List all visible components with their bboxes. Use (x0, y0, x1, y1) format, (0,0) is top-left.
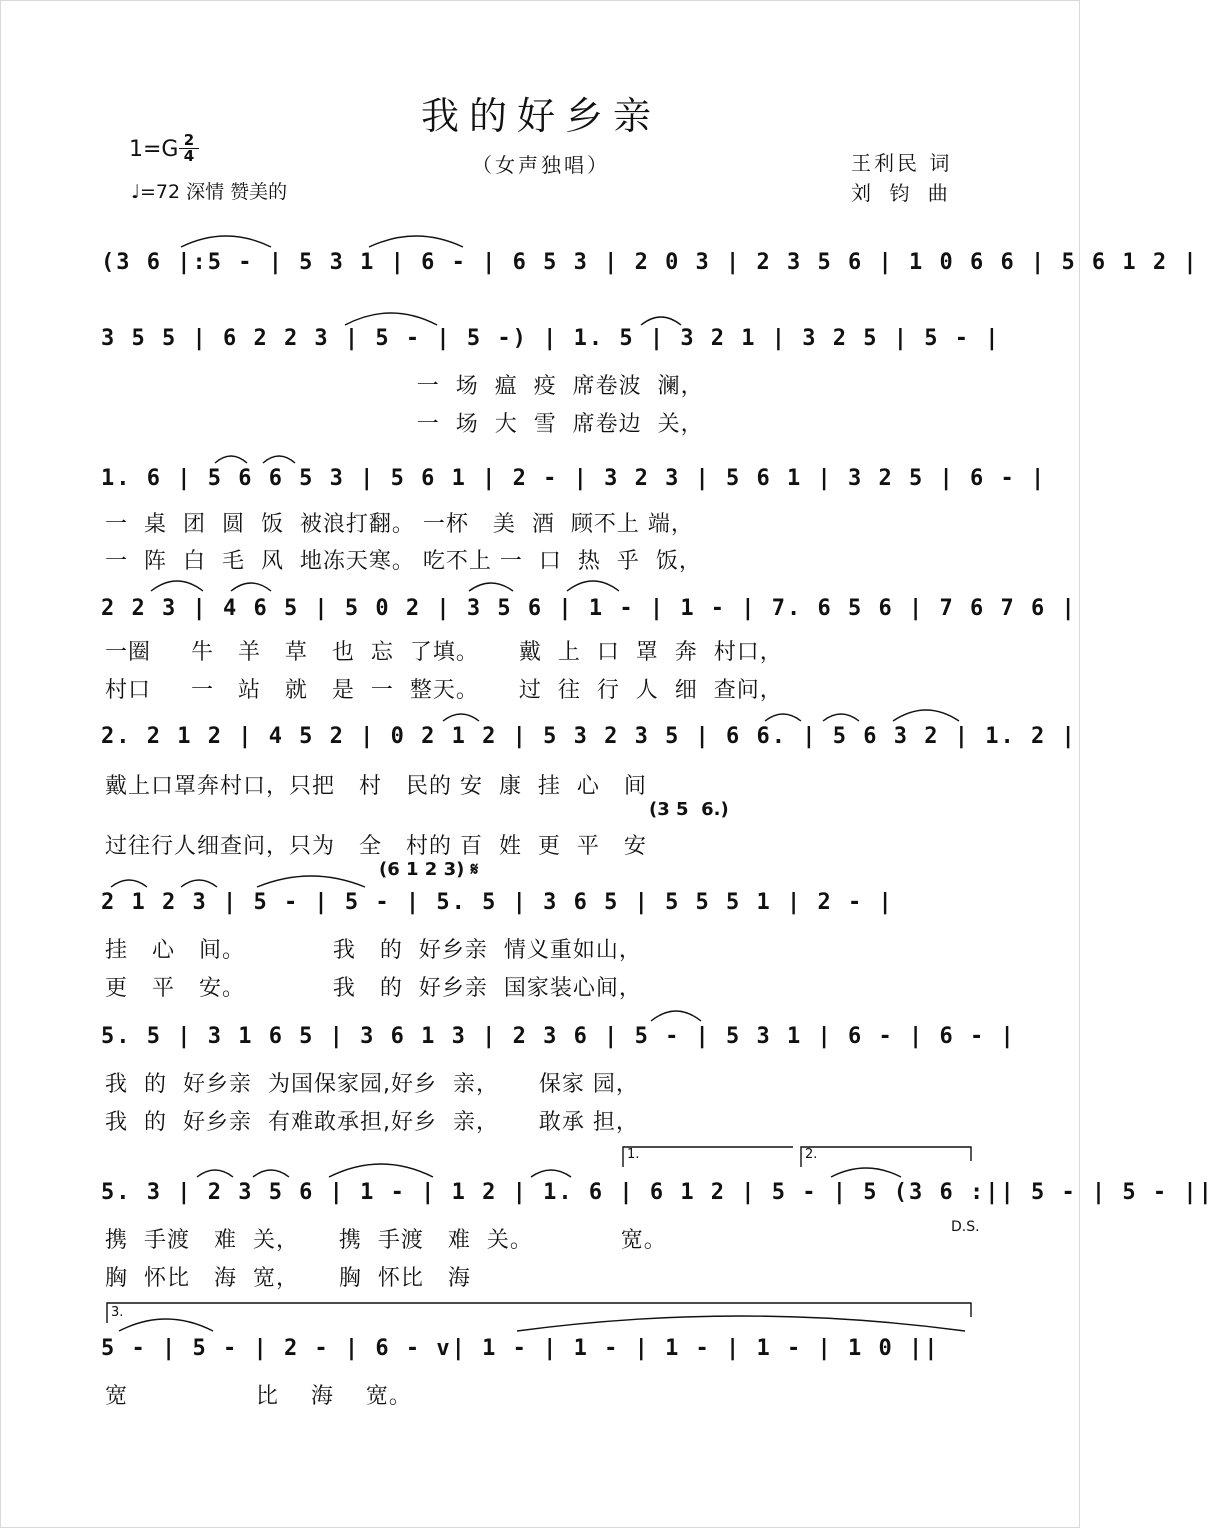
lyric-verse-1: 一 桌 团 圆 饭 被浪打翻。 一杯 美 酒 顾不上 端， (105, 512, 694, 537)
staff-line-1 (101, 237, 1199, 289)
staff-notes: 1. 6 | 5 6 6 5 3 | 5 6 1 | 2 - | 3 2 3 | 5 6 1 | 3 2 5 | 6 - | (101, 466, 1047, 491)
key-signature: 1=G (129, 137, 179, 162)
staff-line-4 (101, 583, 1077, 635)
dal-segno-marking: D.S. (951, 1219, 980, 1235)
staff-line-9 (101, 1323, 981, 1375)
volta-bracket (107, 1303, 971, 1323)
staff-notes: 2. 2 1 2 | 4 5 2 | 0 2 1 2 | 5 3 2 3 5 | 6 6. | 5 6 3 2 | 1. 2 | (101, 724, 1077, 749)
staff-notes: 2 2 3 | 4 6 5 | 5 0 2 | 3 5 6 | 1 - | 1 - | 7. 6 5 6 | 7 6 7 6 | (101, 596, 1077, 621)
lyric-verse-1: 戴上口罩奔村口，只把 村 民的 安 康 挂 心 间 (105, 774, 647, 799)
song-title: 我的好乡亲 (420, 94, 661, 138)
volta-bracket (623, 1147, 793, 1167)
time-signature (179, 133, 199, 164)
alternate-notes: (3 5 6.) (649, 799, 729, 820)
volta-bracket (801, 1147, 971, 1167)
staff-line-5 (101, 711, 1077, 763)
staff-notes: 5. 5 | 3 1 6 5 | 3 6 1 3 | 2 3 6 | 5 - | 5 3 1 | 6 - | 6 - | (101, 1024, 1016, 1049)
lyric-verse-2: 胸 怀比 海 宽， 胸 怀比 海 (105, 1266, 471, 1291)
lyric-verse-1: 携 手渡 难 关， 携 手渡 难 关。 宽。 (105, 1228, 667, 1253)
staff-line-7 (101, 1011, 1016, 1063)
lyric-verse-1: 宽 比 海 宽。 (105, 1384, 412, 1409)
staff-line-6 (101, 877, 981, 929)
tempo-marking: ♩=72 深情 赞美的 (131, 181, 288, 203)
staff-notes: 5 - | 5 - | 2 - | 6 - v| 1 - | 1 - | 1 - | 1 - | 1 0 || (101, 1336, 940, 1361)
volta-2-label: 2. (805, 1147, 818, 1162)
lyric-verse-1: 一 场 瘟 疫 席卷波 澜， (105, 374, 704, 399)
time-signature-top: 2 (183, 131, 195, 149)
lyricist-credit: 王利民 词 (851, 151, 953, 175)
staff-line-8 (101, 1167, 1214, 1219)
volta-3-label: 3. (111, 1305, 124, 1320)
lyric-verse-1: 一圈 牛 羊 草 也 忘 了填。 戴 上 口 罩 奔 村口， (105, 640, 783, 665)
staff-notes: 3 5 5 | 6 2 2 3 | 5 - | 5 -) | 1. 5 | 3 2 1 | 3 2 5 | 5 - | (101, 326, 1001, 351)
lyric-verse-2: 过往行人细查问，只为 全 村的 百 姓 更 平 安 (105, 834, 647, 859)
lyric-verse-2: 更 平 安。 我 的 好乡亲 国家装心间， (105, 976, 642, 1001)
staff-line-3 (101, 453, 1047, 505)
lyric-verse-2: 一 场 大 雪 席卷边 关， (105, 412, 704, 437)
staff-line-2 (101, 313, 1001, 365)
lyric-verse-2: 一 阵 白 毛 风 地冻天寒。 吃不上 一 口 热 乎 饭， (105, 549, 702, 574)
volta-1-label: 1. (627, 1147, 640, 1162)
lyric-verse-1: 挂 心 间。 我 的 好乡亲 情义重如山， (105, 938, 642, 963)
staff-notes: (3 6 |:5 - | 5 3 1 | 6 - | 6 5 3 | 2 0 3 | 2 3 5 6 | 1 0 6 6 | 5 6 1 2 | (101, 250, 1199, 275)
staff-notes: 5. 3 | 2 3 5 6 | 1 - | 1 2 | 1. 6 | 6 1 2 | 5 - | 5 (3 6 :|| 5 - | 5 - || (101, 1180, 1214, 1205)
lyric-verse-2: 村口 一 站 就 是 一 整天。 过 往 行 人 细 查问， (105, 678, 783, 703)
notation-marks (1, 1, 1081, 1529)
lyric-verse-1: 我 的 好乡亲 为国保家园,好乡 亲， 保家 园， (105, 1072, 639, 1097)
time-signature-bottom: 4 (179, 148, 199, 164)
segno-annotation: (6 1 2 3) 𝄋 (379, 859, 479, 880)
composer-credit: 刘 钧 曲 (851, 181, 954, 205)
lyric-verse-2: 我 的 好乡亲 有难敢承担,好乡 亲， 敢承 担， (105, 1110, 639, 1135)
song-subtitle: （女声独唱） (472, 153, 610, 177)
staff-notes: 2 1 2 3 | 5 - | 5 - | 5. 5 | 3 6 5 | 5 5 5 1 | 2 - | (101, 890, 894, 915)
